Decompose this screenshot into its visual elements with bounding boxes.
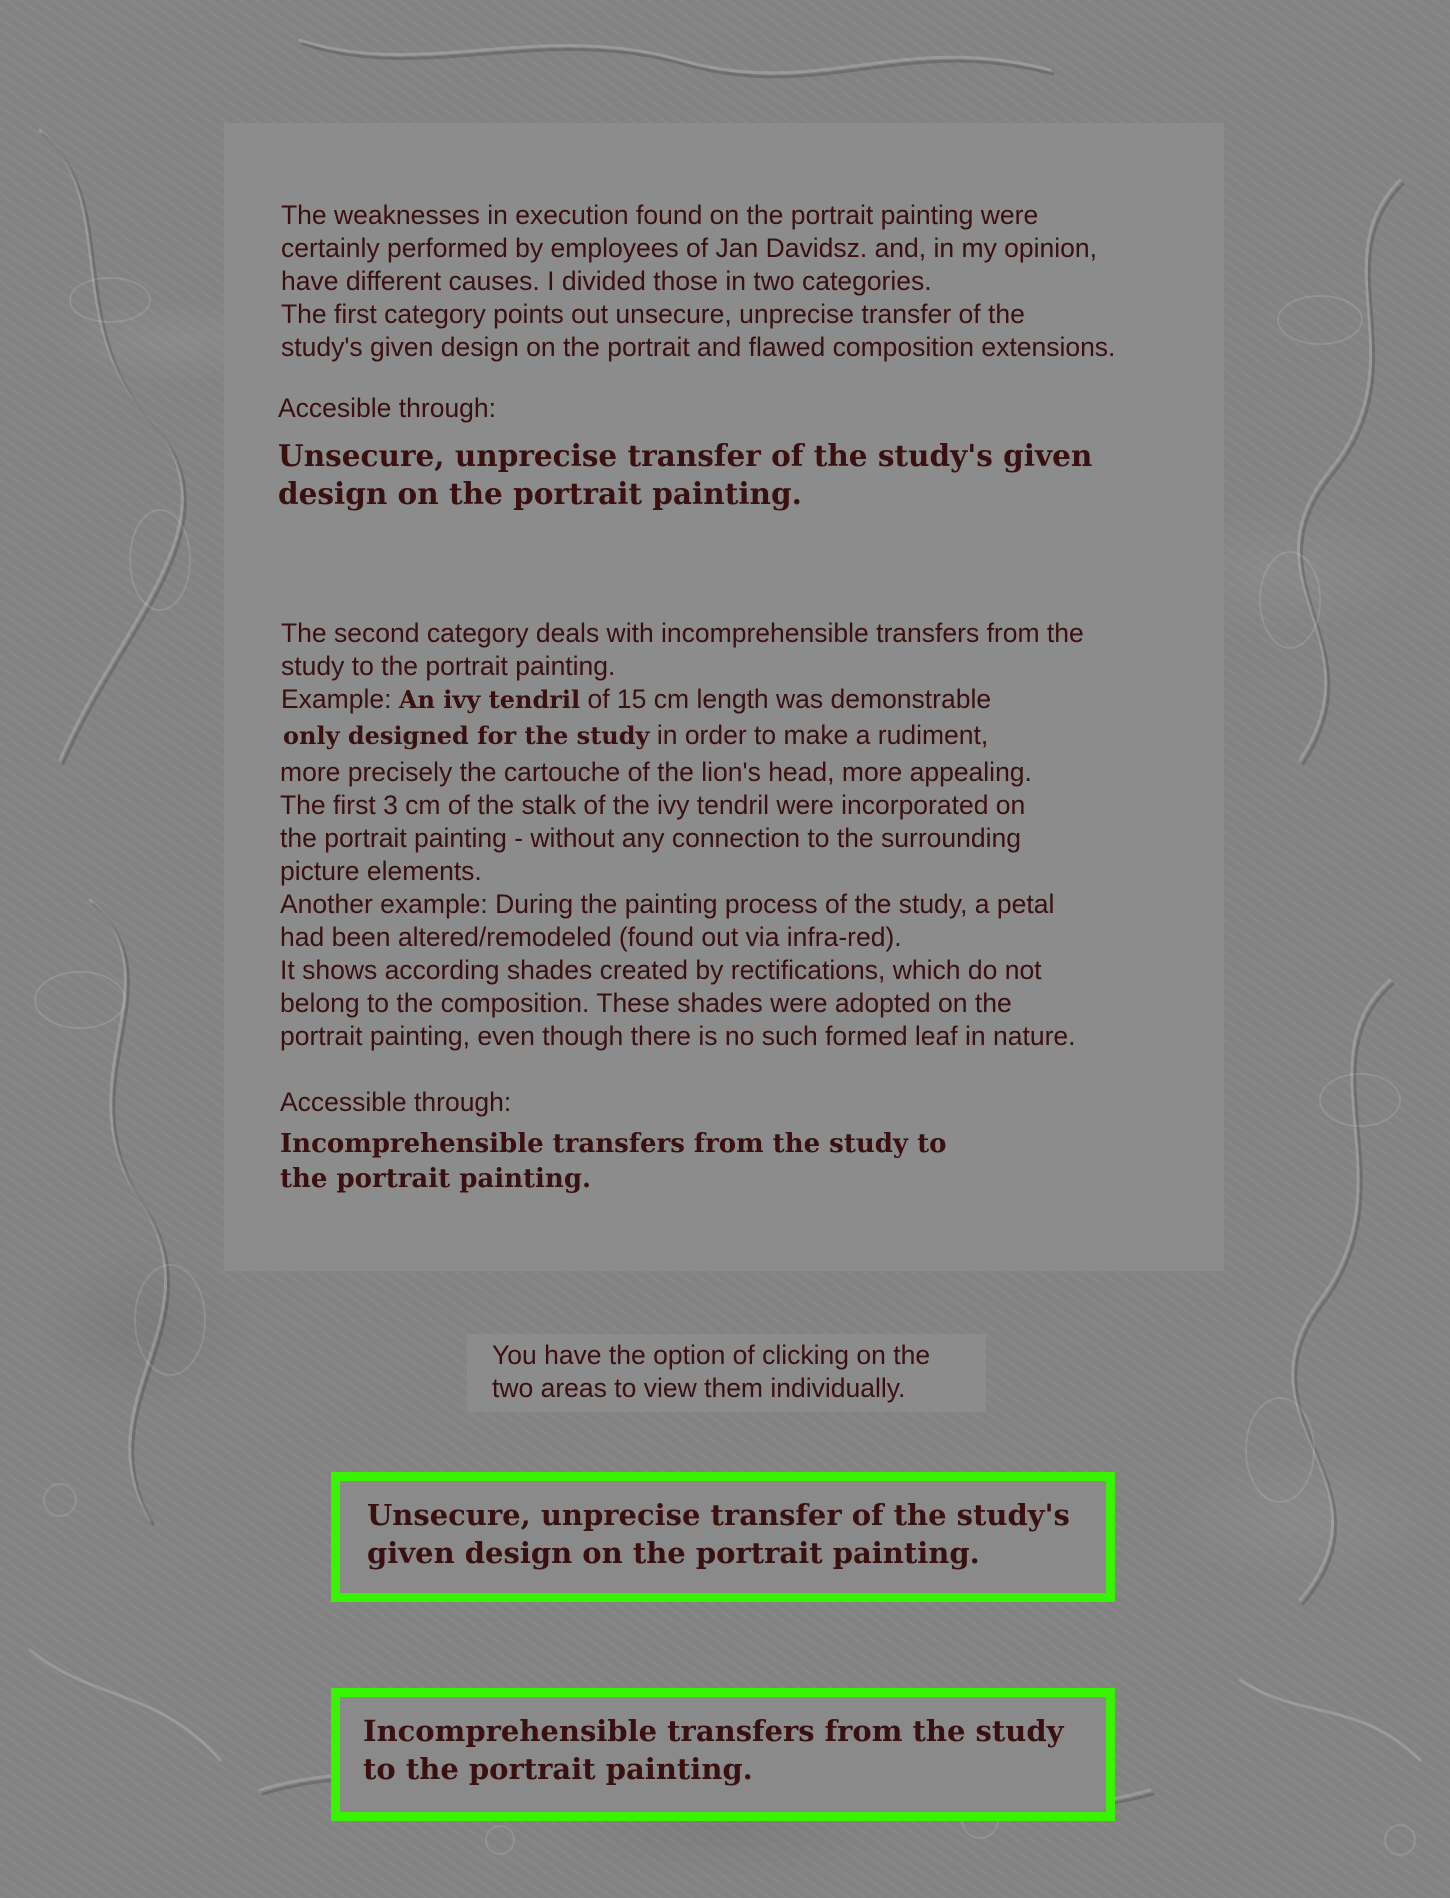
hint-line: two areas to view them individually. bbox=[492, 1373, 906, 1403]
category2-line: picture elements. bbox=[280, 856, 482, 886]
category1-heading bbox=[278, 437, 1092, 513]
category2-line: had been altered/remodeled (found out via infra-red). bbox=[280, 922, 902, 952]
category2-line: portrait painting, even though there is no such formed leaf in nature. bbox=[280, 1021, 1076, 1051]
click-hint-text bbox=[492, 1339, 986, 1405]
category2-body bbox=[280, 756, 1076, 1053]
intro-paragraph bbox=[281, 199, 1115, 364]
link-label-line: given design on the portrait painting. bbox=[367, 1536, 980, 1570]
category1-heading-line: Unsecure, unprecise transfer of the study's given bbox=[278, 438, 1093, 473]
category2-line: study to the portrait painting. bbox=[281, 651, 616, 681]
intro-line: study's given design on the portrait and flawed composition extensions. bbox=[281, 332, 1116, 362]
example-bold-only-designed: only designed for the study bbox=[283, 721, 650, 750]
category1-heading-line: design on the portrait painting. bbox=[278, 476, 802, 511]
example-prefix: Example: bbox=[281, 684, 392, 714]
intro-line: The first category points out unsecure, unprecise transfer of the bbox=[281, 299, 1025, 329]
category2-intro bbox=[281, 617, 1084, 683]
incomprehensible-transfers-link[interactable] bbox=[331, 1688, 1115, 1821]
category2-line: more precisely the cartouche of the lion's head, more appealing. bbox=[280, 757, 1032, 787]
category2-heading-line: Incomprehensible transfers from the study to bbox=[280, 1129, 947, 1159]
category2-line: It shows according shades created by rectifications, which do not bbox=[280, 955, 1042, 985]
category2-line: Another example: During the painting process of the study, a petal bbox=[280, 889, 1055, 919]
intro-line: certainly performed by employees of Jan Davidsz. and, in my opinion, bbox=[281, 233, 1098, 263]
category2-line: The first 3 cm of the stalk of the ivy tendril were incorporated on bbox=[280, 790, 1026, 820]
category2-heading-line: the portrait painting. bbox=[280, 1164, 592, 1194]
intro-line: have different causes. I divided those in two categories. bbox=[281, 266, 932, 296]
example-bold-ivy-tendril: An ivy tendril bbox=[398, 685, 581, 714]
category2-line: belong to the composition. These shades were adopted on the bbox=[280, 988, 1012, 1018]
link-label-line: Incomprehensible transfers from the study bbox=[363, 1714, 1064, 1748]
link-label-line: Unsecure, unprecise transfer of the study's bbox=[367, 1498, 1070, 1532]
unsecure-transfer-link[interactable] bbox=[331, 1472, 1115, 1602]
category1-access-label: Accesible through: bbox=[278, 393, 497, 423]
category2-line: the portrait painting - without any connection to the surrounding bbox=[280, 823, 1021, 853]
example-text: in order to make a rudiment, bbox=[649, 720, 989, 750]
link-label bbox=[363, 1712, 1064, 1788]
category2-line: The second category deals with incomprehensible transfers from the bbox=[281, 618, 1084, 648]
hint-line: You have the option of clicking on the bbox=[492, 1340, 931, 1370]
category2-heading bbox=[280, 1127, 946, 1197]
category2-access-label: Accessible through: bbox=[280, 1087, 512, 1117]
link-label bbox=[367, 1496, 1070, 1572]
example-text: of 15 cm length was demonstrable bbox=[580, 684, 992, 714]
intro-line: The weaknesses in execution found on the portrait painting were bbox=[281, 200, 1039, 230]
category2-example-line-2 bbox=[283, 719, 988, 752]
category2-example-line bbox=[281, 683, 991, 716]
link-label-line: to the portrait painting. bbox=[363, 1752, 753, 1786]
click-hint-box bbox=[467, 1334, 986, 1412]
